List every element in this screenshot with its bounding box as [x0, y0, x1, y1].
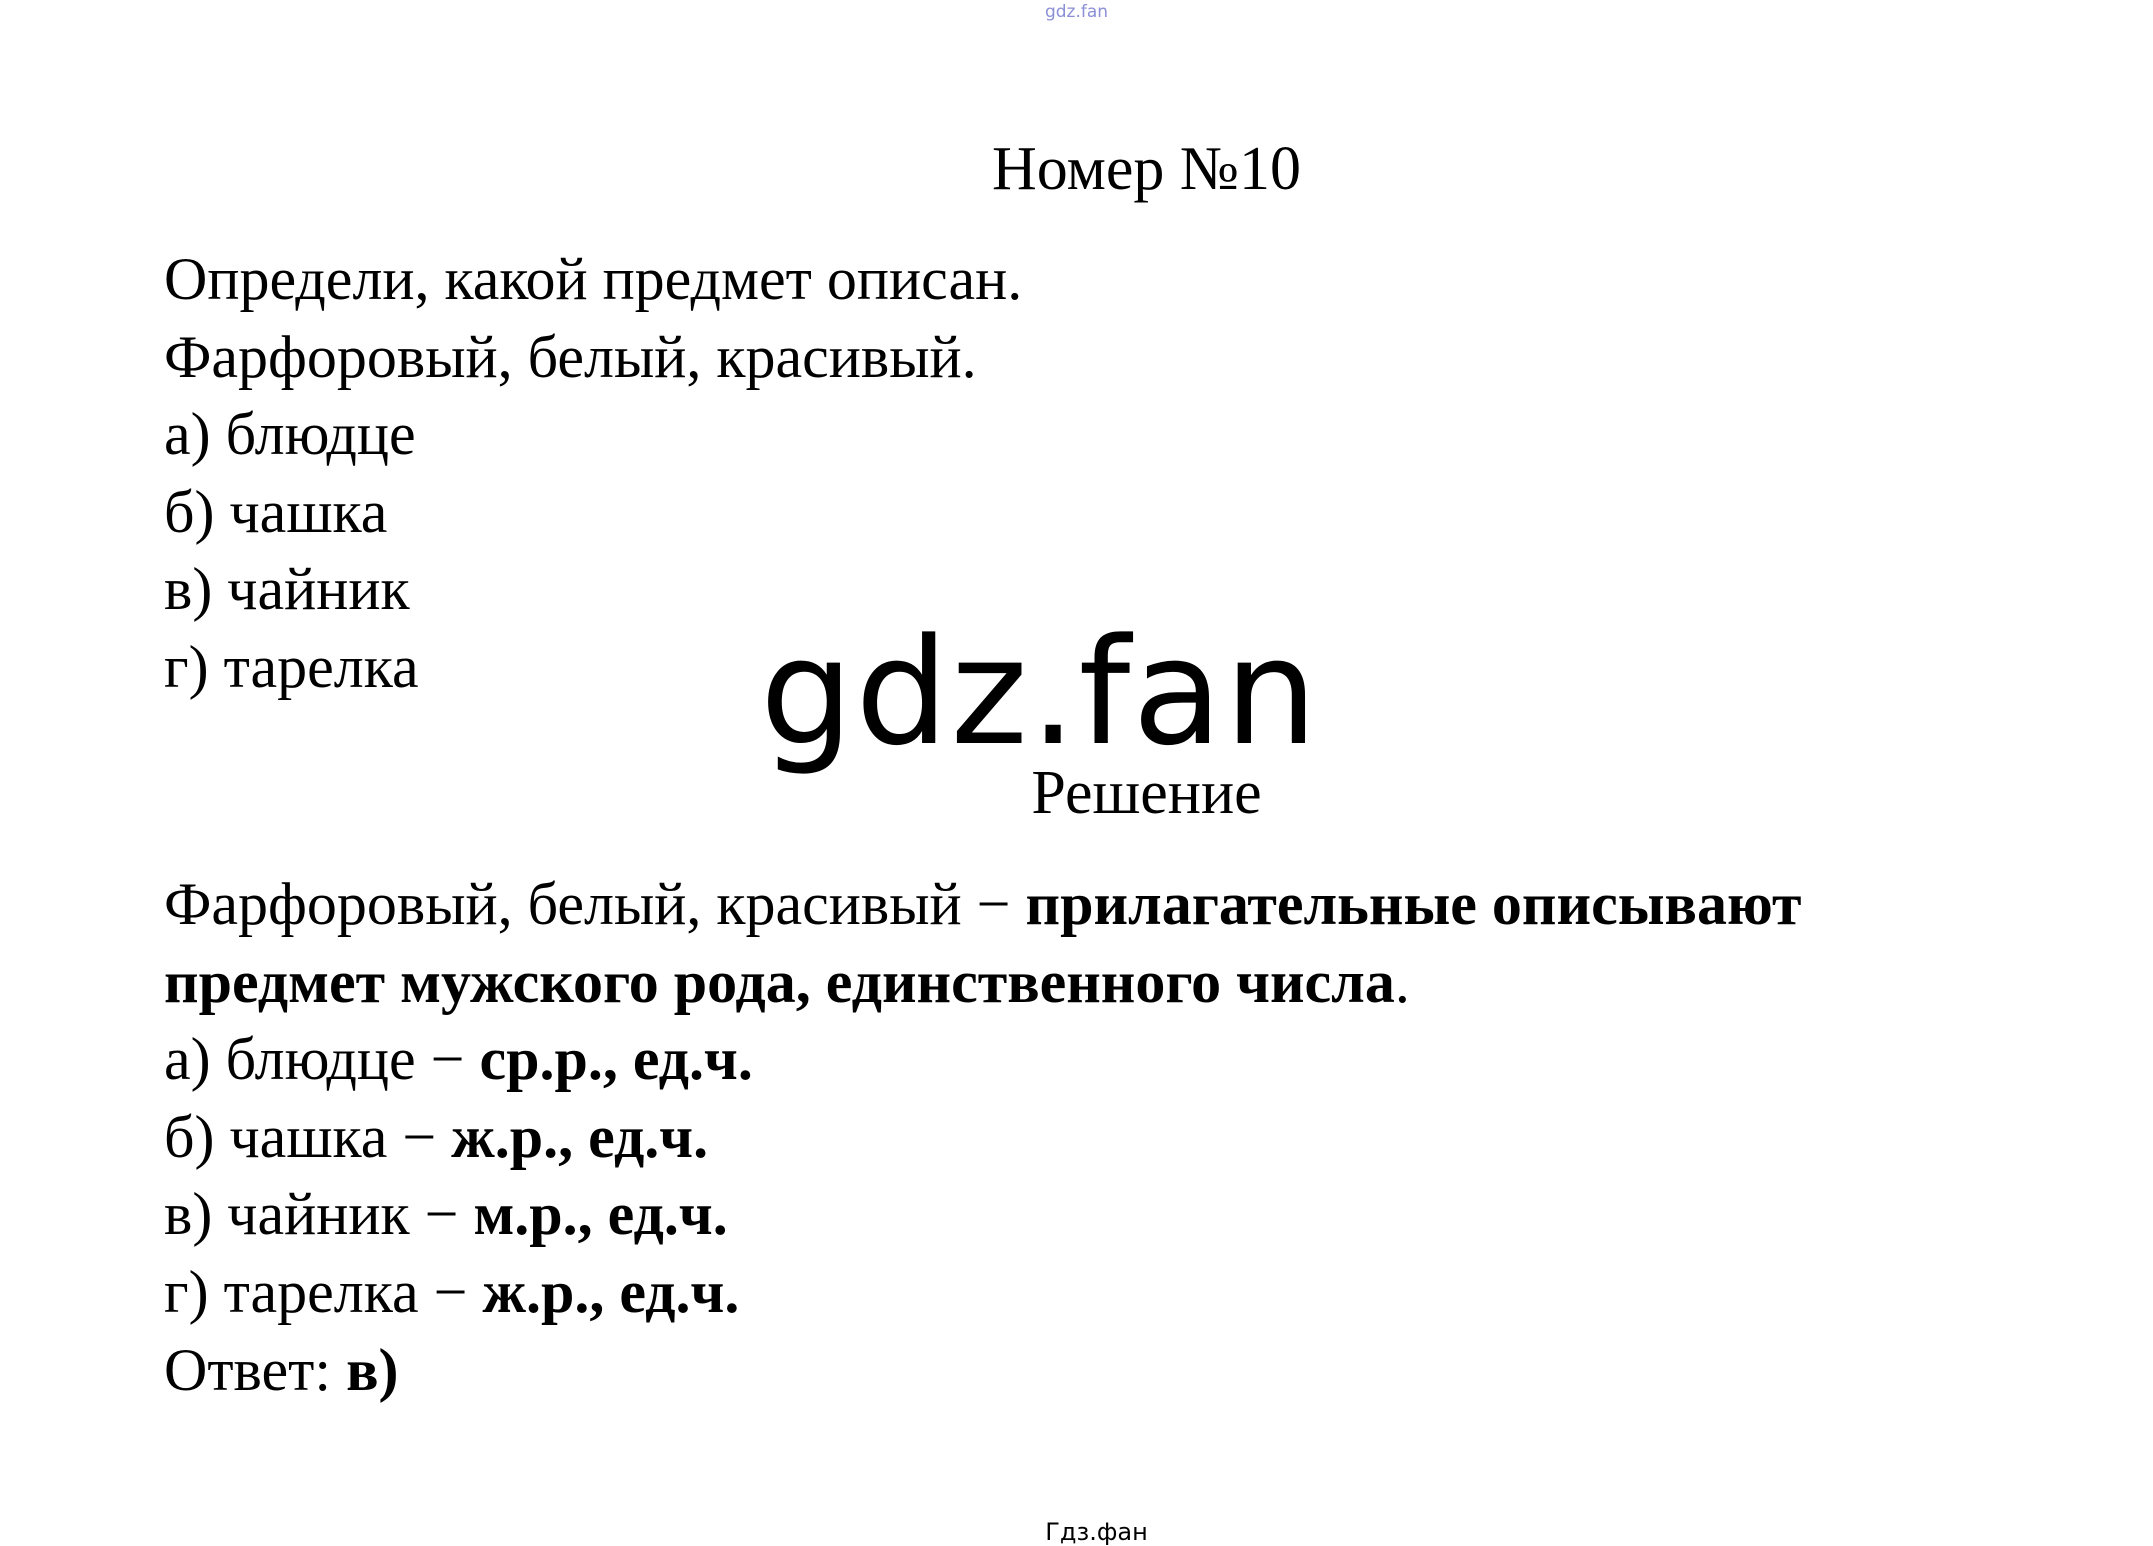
option-d: г) тарелка: [164, 633, 419, 700]
solution-line-2-bold: предмет мужского рода, единственного числа: [164, 948, 1395, 1015]
solution-item-b-plain: б) чашка −: [164, 1103, 452, 1170]
solution-item-d-plain: г) тарелка −: [164, 1258, 483, 1325]
answer-label: Ответ:: [164, 1336, 347, 1403]
question-description: Фарфоровый, белый, красивый.: [164, 323, 977, 390]
solution-line-2-plain: .: [1394, 948, 1410, 1015]
page-title: Номер №10: [991, 135, 1301, 203]
solution-item-d: [164, 1254, 1801, 1332]
solution-item-c: [164, 1176, 1801, 1254]
solution-item-c-plain: в) чайник −: [164, 1181, 474, 1248]
solution-item-d-bold: ж.р., ед.ч.: [482, 1258, 740, 1325]
answer-line: [164, 1332, 1801, 1410]
solution-item-a-plain: а) блюдце −: [164, 1026, 480, 1093]
top-watermark: gdz.fan: [1044, 2, 1109, 22]
solution-line-1: [164, 866, 1801, 944]
footer-watermark: Гдз.фан: [1045, 1518, 1148, 1546]
option-b: б) чашка: [164, 478, 388, 545]
site-logo: gdz.fan: [760, 607, 1320, 778]
question-prompt: Определи, какой предмет описан.: [164, 246, 1023, 312]
solution-line-1-plain: Фарфоровый, белый, красивый −: [164, 871, 1026, 937]
solution-line-2: [164, 944, 1801, 1022]
solution-line-1-bold: прилагательные описывают: [1025, 871, 1802, 937]
solution-item-b: [164, 1099, 1801, 1177]
solution-item-a: [164, 1021, 1801, 1099]
solution-heading: Решение: [1031, 759, 1262, 827]
solution-item-b-bold: ж.р., ед.ч.: [451, 1103, 709, 1170]
solution-item-c-bold: м.р., ед.ч.: [473, 1181, 728, 1248]
solution-block: [164, 866, 1801, 1409]
solution-item-a-bold: ср.р., ед.ч.: [479, 1026, 753, 1093]
answer-value: в): [346, 1336, 399, 1403]
option-a: а) блюдце: [164, 401, 416, 468]
option-c: в) чайник: [164, 556, 410, 623]
